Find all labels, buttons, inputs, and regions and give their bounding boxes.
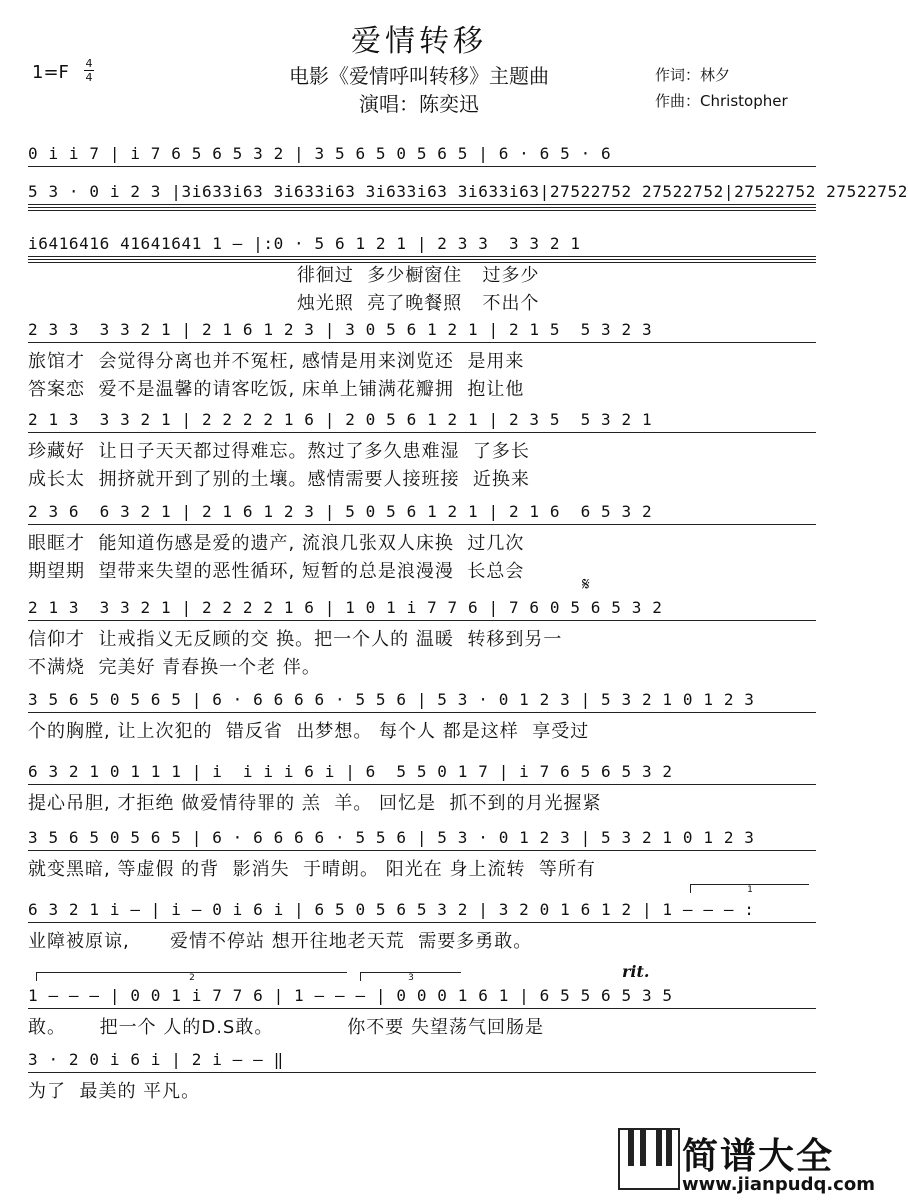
score-system [28, 760, 816, 818]
segno-mark: 𝄋 [582, 574, 590, 595]
volta-2 [36, 972, 347, 981]
notation-line: 0 i i 7 | i 7 6 5 6 5 3 2 | 3 5 6 5 0 5 6 5 | 6 · 6 5 · 6 [28, 144, 612, 163]
watermark-url: www.jianpudq.com [682, 1174, 875, 1195]
volta-1-label: 1 [747, 885, 753, 895]
lyric-line: 答案恋 爱不是温馨的请客吃饭, 床单上铺满花瓣拥 抱让他 [28, 379, 525, 400]
notation-line: 6 3 2 1 0 1 1 1 | i i i i 6 i | 6 5 5 0 1 7 | i 7 6 5 6 5 3 2 [28, 762, 673, 781]
notation-line: 3 5 6 5 0 5 6 5 | 6 · 6 6 6 6 · 5 5 6 | 5 3 · 0 1 2 3 | 5 3 2 1 0 1 2 3 [28, 828, 755, 847]
lyric-line: 就变黑暗, 等虚假 的背 影消失 于晴朗。 阳光在 身上流转 等所有 [28, 859, 596, 880]
score-system [28, 898, 816, 956]
score-system [28, 142, 816, 172]
beam-lines [28, 204, 816, 210]
lyric-line: 敢。 把一个 人的D.S敢。 你不要 失望荡气回肠是 [28, 1017, 544, 1038]
volta-1 [690, 884, 809, 893]
lyric-line: 个的胸膛, 让上次犯的 错反省 出梦想。 每个人 都是这样 享受过 [28, 721, 590, 742]
beam-lines [28, 166, 816, 172]
singer-credit: 演唱：陈奕迅 [359, 92, 479, 116]
notation-line: 2 1 3 3 3 2 1 | 2 2 2 2 1 6 | 2 0 5 6 1 2 1 | 2 3 5 5 3 2 1 [28, 410, 653, 429]
subtitle: 电影《爱情呼叫转移》主题曲 [289, 64, 549, 88]
notation-line: 6 3 2 1 i – | i – 0 i 6 i | 6 5 0 5 6 5 3 2 | 3 2 0 1 6 1 2 | 1 – – – : [28, 900, 755, 919]
lyric-line: 期望期 望带来失望的恶性循环, 短暂的总是浪漫漫 长总会 [28, 561, 525, 582]
rit-mark: rit. [622, 962, 650, 981]
lyric-line: 成长太 拥挤就开到了别的土壤。感情需要人接班接 近换来 [28, 469, 530, 490]
notation-line: 2 3 6 6 3 2 1 | 2 1 6 1 2 3 | 5 0 5 6 1 2 1 | 2 1 6 6 5 3 2 [28, 502, 653, 521]
score-system [28, 826, 816, 884]
lyric-line: 徘徊过 多少橱窗住 过多少 [28, 265, 540, 286]
score-system [28, 232, 816, 318]
lyricist-credit: 作词：林夕 [655, 66, 731, 84]
notation-line: 2 1 3 3 3 2 1 | 2 2 2 2 1 6 | 1 0 1 i 7 7 6 | 7 6 0 5 6 5 3 2 [28, 598, 663, 617]
volta-3 [360, 972, 461, 981]
notation-line: 2 3 3 3 3 2 1 | 2 1 6 1 2 3 | 3 0 5 6 1 2 1 | 2 1 5 5 3 2 3 [28, 320, 653, 339]
score-system [28, 984, 816, 1042]
notation-line: i6416416 41641641 1 – |:0 · 5 6 1 2 1 | 2 3 3 3 3 2 1 [28, 234, 581, 253]
score-system [28, 408, 816, 494]
score-system [28, 318, 816, 404]
lyric-line: 为了 最美的 平凡。 [28, 1081, 201, 1102]
lyric-line: 业障被原谅, 爱情不停站 想开往地老天荒 需要多勇敢。 [28, 931, 533, 952]
piano-logo-icon [618, 1128, 680, 1190]
key-signature: 1=F [32, 62, 69, 83]
meter-bottom: 4 [85, 71, 93, 84]
lyric-line: 旅馆才 会觉得分离也并不冤枉, 感情是用来浏览还 是用来 [28, 351, 525, 372]
score-system [28, 1048, 816, 1106]
score-system [28, 688, 816, 746]
notation-line: 3 5 6 5 0 5 6 5 | 6 · 6 6 6 6 · 5 5 6 | 5 3 · 0 1 2 3 | 5 3 2 1 0 1 2 3 [28, 690, 755, 709]
lyric-line: 烛光照 亮了晚餐照 不出个 [28, 293, 540, 314]
volta-2-label: 2 [189, 973, 195, 983]
score-system [28, 180, 908, 210]
site-watermark [618, 1128, 875, 1198]
watermark-title: 简谱大全 [682, 1136, 835, 1177]
notation-line: 5 3 · 0 i 2 3 |3i633i63 3i633i63 3i633i63 3i633i63|27522752 27522752|27522752 27522752 [28, 182, 908, 201]
notation-line: 1 – – – | 0 0 1 i 7 7 6 | 1 – – – | 0 0 0 1 6 1 | 6 5 5 6 5 3 5 [28, 986, 673, 1005]
lyric-line: 不满烧 完美好 青春换一个老 伴。 [28, 657, 321, 678]
meter-top: 4 [85, 57, 93, 70]
page-title: 爱情转移 [351, 24, 487, 59]
lyric-line: 珍藏好 让日子天天都过得难忘。熬过了多久患难湿 了多长 [28, 441, 530, 462]
lyric-line: 眼眶才 能知道伤感是爱的遗产, 流浪几张双人床换 过几次 [28, 533, 525, 554]
score-system [28, 500, 816, 586]
lyric-line: 提心吊胆, 才拒绝 做爱情待罪的 羔 羊。 回忆是 抓不到的月光握紧 [28, 793, 602, 814]
lyric-line: 信仰才 让戒指义无反顾的交 换。把一个人的 温暖 转移到另一 [28, 629, 563, 650]
score-system [28, 596, 816, 682]
composer-credit: 作曲：Christopher [655, 92, 788, 110]
notation-line: 3 · 2 0 i 6 i | 2 i – – ‖ [28, 1050, 284, 1069]
volta-3-label: 3 [408, 973, 414, 983]
